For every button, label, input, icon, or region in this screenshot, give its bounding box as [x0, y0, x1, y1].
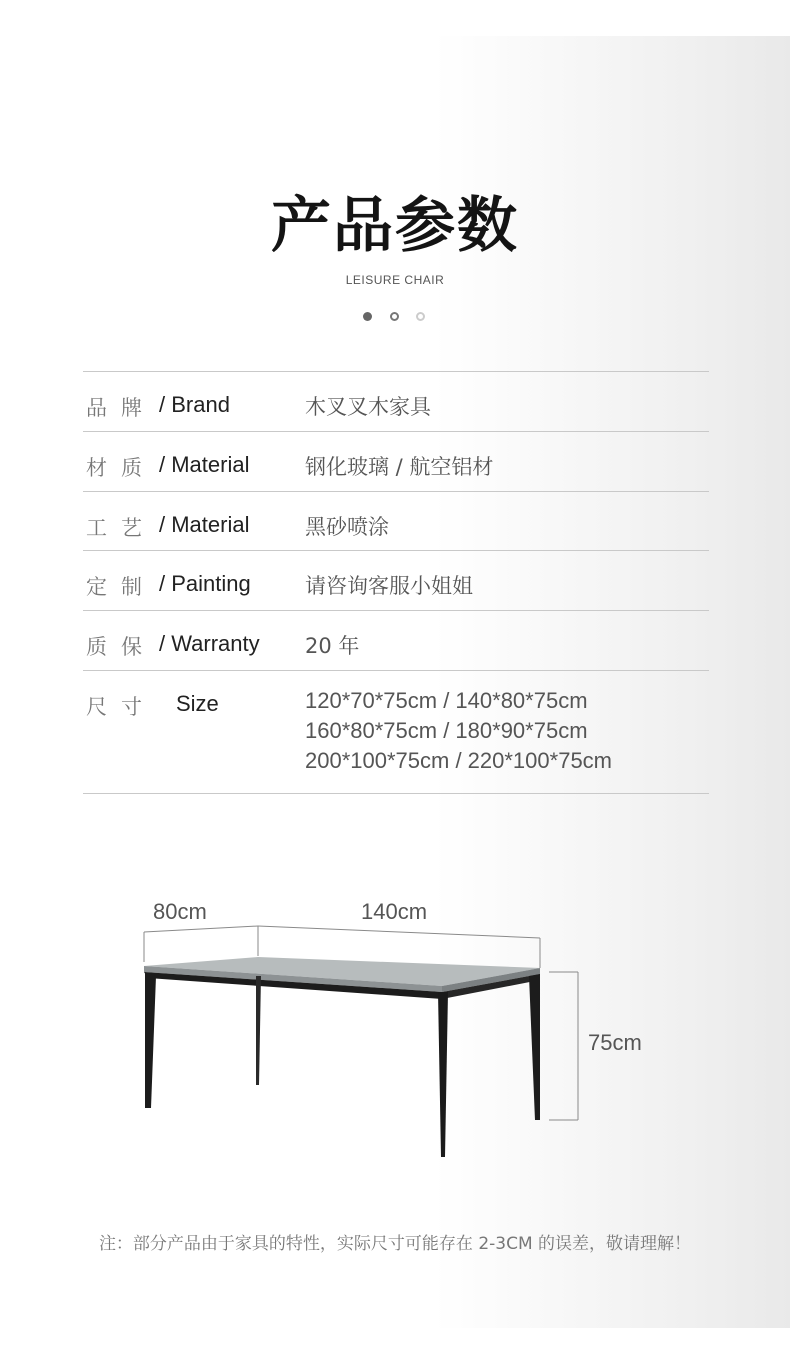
spec-label-cn: 质保 — [86, 635, 156, 659]
size-option: 160*80*75cm / 180*90*75cm — [305, 718, 588, 743]
table-leg — [438, 992, 448, 1157]
spec-label-cn: 品牌 — [86, 396, 156, 420]
spec-label-en: Size — [176, 691, 219, 716]
spec-label-cn: 工艺 — [86, 516, 156, 540]
dimension-length-label: 140cm — [361, 899, 428, 924]
spec-value: 木叉叉木家具 — [305, 395, 431, 419]
size-option: 120*70*75cm / 140*80*75cm — [305, 688, 588, 713]
spec-label-en: / Painting — [159, 571, 251, 596]
size-option: 200*100*75cm / 220*100*75cm — [305, 748, 613, 773]
spec-value: 钢化玻璃 / 航空铝材 — [305, 455, 494, 479]
dimension-height-label: 75cm — [588, 1030, 642, 1055]
dimension-depth-label: 80cm — [153, 899, 207, 924]
spec-label-en: / Material — [159, 452, 250, 477]
table-leg — [145, 972, 156, 1108]
spec-label-cn: 尺寸 — [86, 695, 156, 719]
spec-value: 20 年 — [305, 634, 360, 658]
footnote: 注：部分产品由于家具的特性，实际尺寸可能存在 2-3CM 的误差，敬请理解！ — [98, 1234, 692, 1254]
table-leg — [256, 976, 261, 1085]
dimension-lines — [144, 926, 578, 1120]
spec-label-en: / Material — [159, 512, 250, 537]
spec-label-cn: 定制 — [86, 575, 156, 599]
page-subtitle: LEISURE CHAIR — [345, 273, 445, 287]
spec-label-en: / Brand — [159, 392, 230, 417]
spec-label-en: / Warranty — [159, 631, 260, 656]
spec-value: 黑砂喷涂 — [305, 515, 389, 539]
spec-label-cn: 材质 — [86, 456, 156, 480]
page-title: 产品参数 — [271, 191, 519, 261]
spec-value: 请咨询客服小姐姐 — [305, 574, 473, 598]
table-leg — [529, 974, 540, 1120]
